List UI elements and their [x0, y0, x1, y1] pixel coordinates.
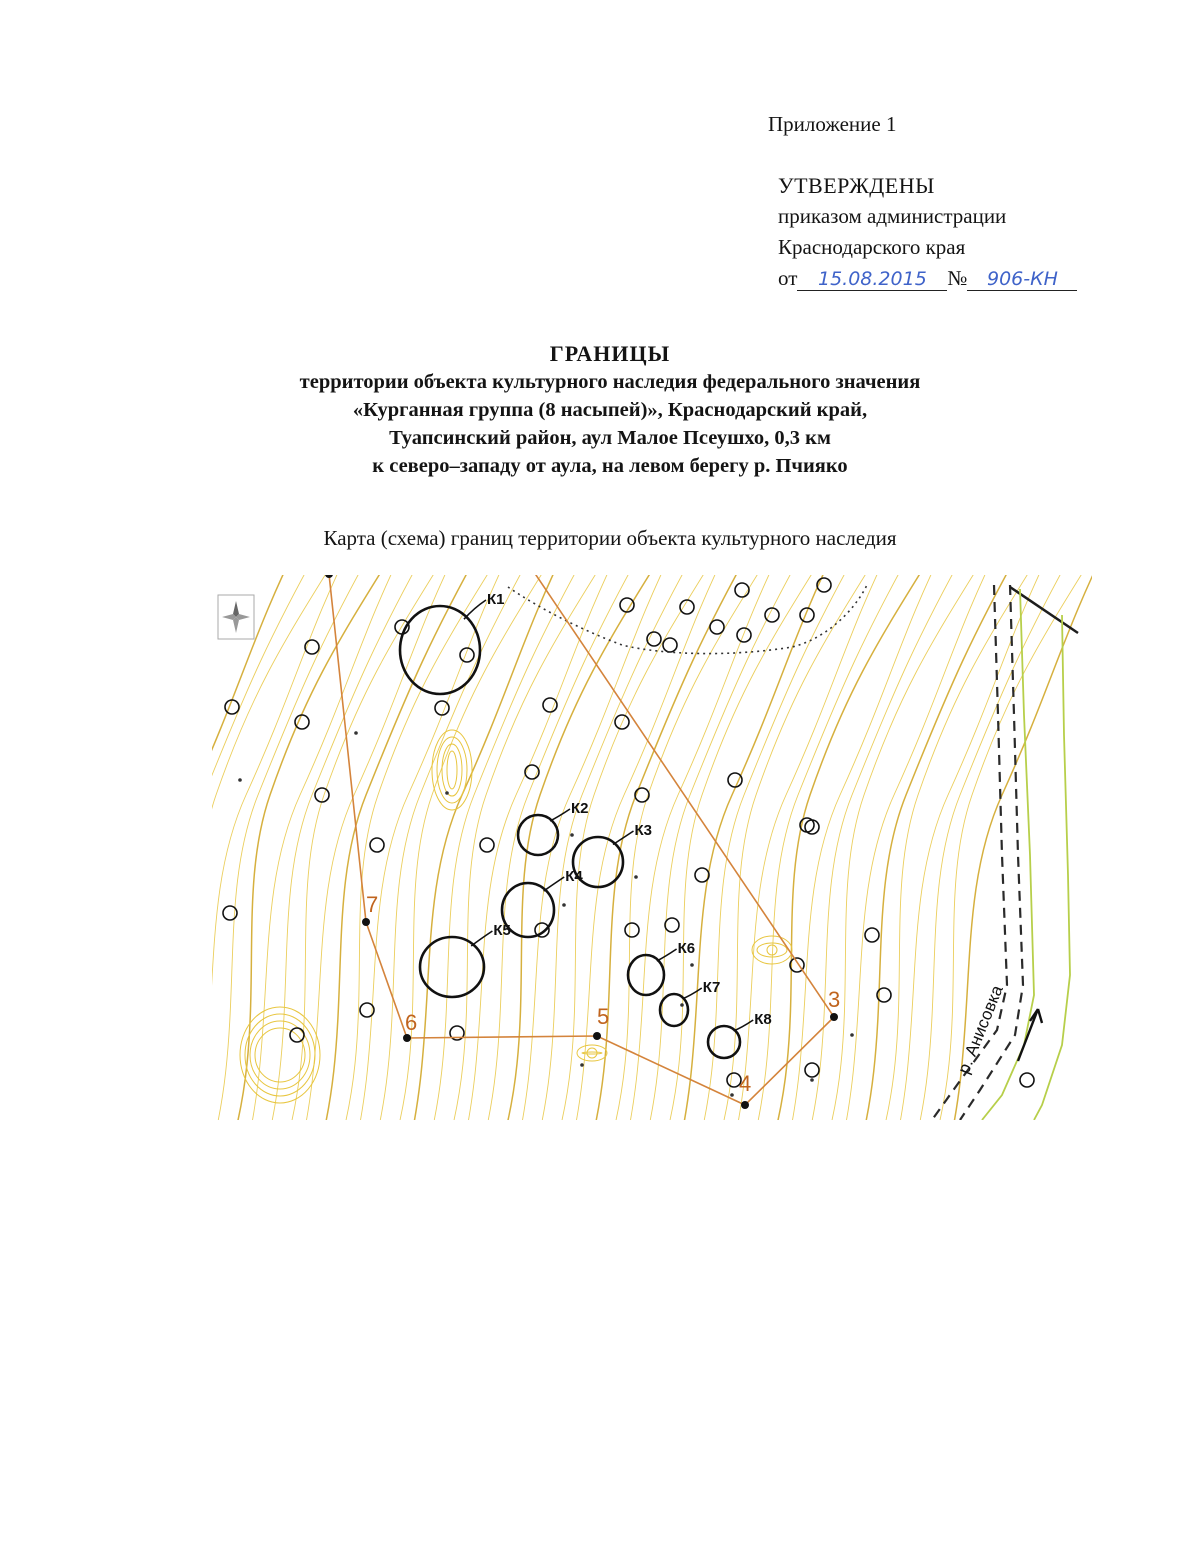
title-line-3: Туапсинский район, аул Малое Псеушхо, 0,3 км	[389, 427, 831, 449]
boundary-point-label: 5	[597, 1004, 610, 1029]
contour-line	[654, 575, 836, 1120]
map-circle-symbol	[625, 923, 639, 937]
contour-line	[708, 575, 890, 1120]
appendix-label: Приложение 1	[768, 112, 897, 136]
contour-line	[690, 575, 866, 1120]
mound-leader-line	[471, 931, 492, 946]
map-circle-symbol	[805, 820, 819, 834]
handwritten-date: 15.08.2015	[797, 268, 947, 291]
survey-elevation-point	[690, 963, 694, 967]
survey-elevation-point	[562, 903, 566, 907]
map-circle-symbol	[695, 868, 709, 882]
mound-label: К6	[677, 940, 696, 957]
map-circle-symbol	[225, 700, 239, 714]
river-name: р. Анисовка	[954, 982, 1007, 1077]
contour-line	[474, 575, 650, 1120]
survey-elevation-point	[580, 1063, 584, 1067]
mound-leader-line	[734, 1020, 754, 1031]
approval-line-1: приказом администрации	[778, 204, 1007, 228]
approval-date-number-line	[778, 263, 1077, 294]
mound-leader-line	[464, 600, 486, 619]
approved-heading: УТВЕРЖДЕНЫ	[778, 173, 935, 198]
survey-elevation-point	[238, 778, 242, 782]
document-title	[180, 340, 1040, 480]
approval-block	[778, 170, 1077, 294]
map-canvas	[212, 575, 1092, 1120]
mound-label: К5	[493, 922, 511, 939]
contour-loop	[255, 1028, 305, 1082]
survey-elevation-point	[810, 1078, 814, 1082]
boundary-point-label: 3	[828, 987, 841, 1012]
contour-line	[212, 575, 380, 1120]
contour-loop	[442, 744, 462, 796]
mound-label: К7	[702, 979, 721, 996]
from-prefix: от	[778, 266, 798, 290]
burial-mound-outline	[628, 955, 664, 995]
contour-line	[582, 575, 758, 1120]
map-circle-symbol	[663, 638, 677, 652]
title-main: ГРАНИЦЫ	[549, 341, 671, 366]
mound-leader-line	[682, 988, 701, 999]
map-circle-symbol	[737, 628, 751, 642]
map-circle-symbol	[1020, 1073, 1034, 1087]
title-line-2: «Курганная группа (8 насыпей)», Краснодарский край,	[352, 399, 868, 421]
mound-label: К3	[634, 822, 652, 839]
contour-line	[212, 575, 326, 1120]
mound-label: К1	[487, 591, 505, 608]
map-circle-symbol	[805, 1063, 819, 1077]
boundary-point-marker	[362, 918, 370, 926]
title-line-4: к северо–западу от аула, на левом берегу р. Пчияко	[372, 455, 848, 477]
burial-mound-outline	[518, 815, 558, 855]
contour-line	[212, 575, 350, 1120]
survey-elevation-point	[850, 1033, 854, 1037]
survey-elevation-point	[680, 1003, 684, 1007]
mound-leader-line	[657, 949, 677, 961]
survey-elevation-point	[570, 833, 574, 837]
boundary-point-marker	[741, 1101, 749, 1109]
contour-loop	[767, 945, 777, 955]
compass-icon	[218, 595, 254, 639]
contour-loop	[587, 1048, 597, 1058]
boundary-point-marker	[325, 575, 333, 578]
contour-line	[744, 575, 920, 1120]
river-label	[954, 982, 1007, 1076]
mound-label: К2	[571, 800, 589, 817]
contour-loop	[250, 1021, 310, 1089]
terrain-contours	[212, 575, 1092, 1120]
burial-mound-outline	[400, 606, 480, 694]
contour-line	[798, 575, 974, 1120]
boundary-point-marker	[593, 1032, 601, 1040]
contour-line	[438, 575, 620, 1120]
map-circle-symbol	[295, 715, 309, 729]
survey-elevation-point	[354, 731, 358, 735]
boundary-point-marker	[830, 1013, 838, 1021]
handwritten-number: 906-КН	[967, 268, 1077, 291]
map-circle-symbol	[865, 928, 879, 942]
contour-line	[600, 575, 782, 1120]
contour-line	[212, 575, 356, 1120]
map-circle-symbol	[665, 918, 679, 932]
map-circle-symbol	[480, 838, 494, 852]
mound-label: К4	[565, 868, 583, 885]
burial-mound-outline	[420, 937, 484, 997]
map-circle-symbol	[543, 698, 557, 712]
symbol-markers	[223, 578, 1034, 1120]
boundary-point-marker	[403, 1034, 411, 1042]
map-circle-symbol	[735, 583, 749, 597]
contour-line	[906, 575, 1082, 1120]
boundary-point-label: 6	[405, 1010, 418, 1035]
map-circle-symbol	[370, 838, 384, 852]
survey-elevation-point	[730, 1093, 734, 1097]
boundary-point-label: 4	[739, 1071, 752, 1096]
survey-elevation-point	[634, 875, 638, 879]
map-circle-symbol	[728, 773, 742, 787]
boundary-map	[212, 575, 1092, 1120]
map-circle-symbol	[710, 620, 724, 634]
contour-line	[546, 575, 728, 1120]
map-circle-symbol	[305, 640, 319, 654]
map-circle-symbol	[435, 701, 449, 715]
number-sign: №	[947, 266, 968, 290]
contour-loop	[447, 751, 457, 789]
map-subtitle: Карта (схема) границ территории объекта культурного наследия	[323, 526, 897, 550]
mound-label: К8	[754, 1011, 772, 1028]
approval-line-2: Краснодарского края	[778, 235, 966, 259]
boundary-point-label: 7	[366, 892, 379, 917]
title-line-1: территории объекта культурного наследия федерального значения	[299, 371, 921, 393]
survey-elevation-point	[445, 791, 449, 795]
contour-line	[636, 575, 812, 1120]
map-circle-symbol	[635, 788, 649, 802]
